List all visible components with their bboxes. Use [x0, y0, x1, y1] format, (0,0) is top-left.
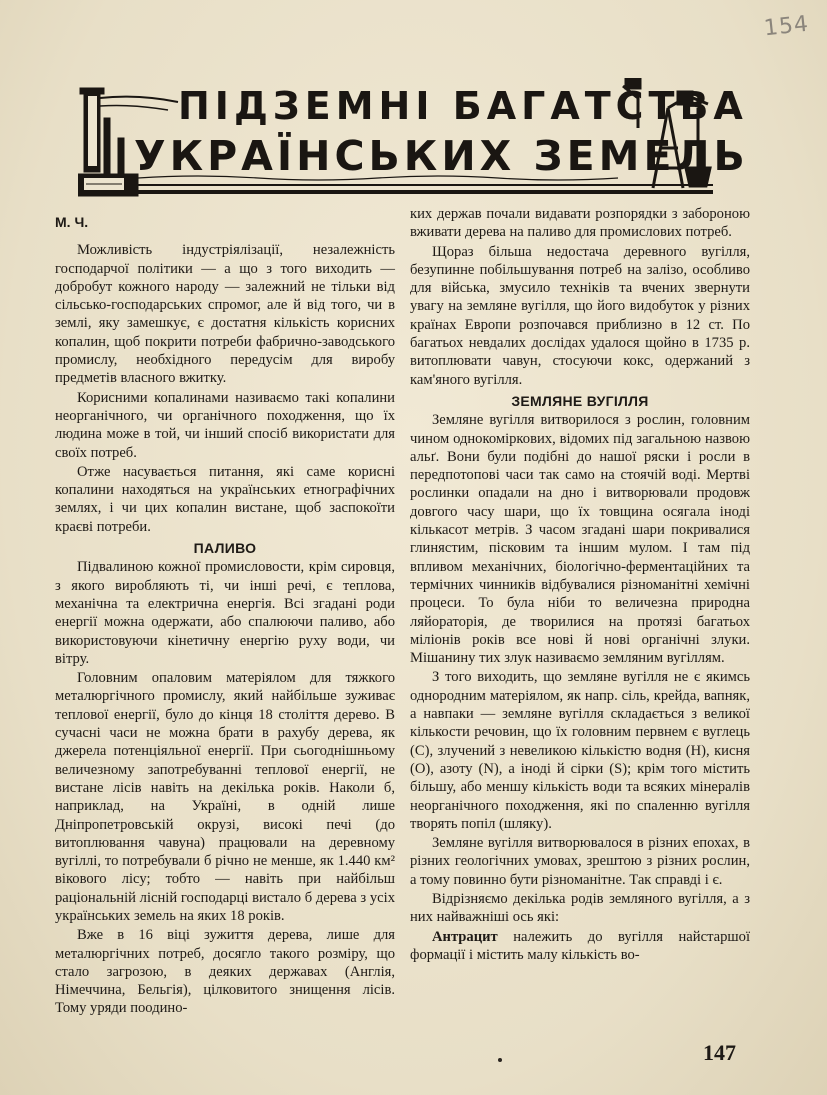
- title-header: [78, 78, 749, 198]
- ink-speck: [498, 1058, 502, 1062]
- paragraph: Підвалиною кожної промисловости, крім сировця, з якого виробляють ті, чи інші речі, є теплова, механічна та електрична енергія. Всі згадані роди енергії можна одержати, або спалюючи паливо, або використовуючи кінетичну енергію руху води, чи вітру.: [55, 559, 395, 667]
- paragraph-text: належить до вугілля найстаршої формації і містить малу кількість во-: [410, 928, 750, 963]
- paragraph: [410, 928, 750, 965]
- title-line-1: ПІДЗЕМНІ БАГАТСТВА: [178, 84, 748, 128]
- paragraph: Вже в 16 віці зужиття дерева, лише для металюргічних потреб, досягло такого розміру, що стало загрозою, в деяких державах (Англія, Німеччина, Бельгія), цілковитого знищення лісів. Тому уряди поодино-: [55, 927, 395, 1017]
- paragraph: ких держав почали видавати розпорядки з забороною вживати дерева на паливо для промислових потреб.: [410, 206, 750, 241]
- page-number: 147: [703, 1040, 736, 1065]
- paragraph: Відрізняємо декілька родів земляного вугілля, а з них найважніші ось які:: [410, 890, 750, 926]
- pencil-annotation: 154: [762, 11, 811, 42]
- author-initials: М. Ч.: [55, 214, 89, 230]
- section-heading-coal: ЗЕМЛЯНЕ ВУГІЛЛЯ: [511, 392, 649, 409]
- paragraph: Земляне вугілля витворилося з рослин, головним чином однокоміркових, відомих під загальною назвою альґ. Вони були подібні до нашої ряски і росли в передпотопові часи так само на стоячій воді. Мертві рослинки опадали на дно і витворювали продовж довгого часу шари, що їх товщина осягала іноді кількасот метрів. З часом згадані шари покривалися глинястим, пісковим та іншим мулом. І там під впливом механічних, біологічно-ферментаційних та термічних чинників відбувалися різноманітні хемічні процеси. То була ніби то величезна природна ляйораторія, де творилися на протязі багатьох міліонів років все нові й нові органічні злуки. Мішанину тих злук називаємо земляним вугіллям.: [410, 412, 750, 667]
- left-column: [55, 213, 395, 1018]
- paragraph: Головним опаловим матеріялом для тяжкого металюргічного промислу, який найбільше зуживає теплової енергії, було до кінця 18 століття дерево. В сучасні часи не можна брати в рахубу дерева, як джерела потенціяльної енергії. При сьогоднішньому величезному запотребуванні теплової енергії, не вистане лісів навіть на декілька років. Наколи б, наприклад, на Україні, в одній лише Дніпропетровській окрузі, високі печі (до витоплювання чавуна) працювали на деревному вугіллі, то потребували б річно не менше, як 1.440 км² вікового лісу; тобто — навіть при найбільш раціональній лісній господарці вистало б дерева з усіх українських земель на яких 18 років.: [55, 670, 395, 924]
- title-line-2: УКРАЇНСЬКИХ ЗЕМЕЛЬ: [134, 132, 749, 180]
- term-anthracite: Антрацит: [432, 928, 498, 945]
- paragraph: Щораз більша недостача деревного вугілля, безупинне побільшування потреб на залізо, особливо для війська, змусило техніків та вчених звернути увагу на земляне вугілля, що його видобуток у різних країнах Европи розпочався приблизно в 12 ст. По багатьох невдалих дослідах удалося щойно в 1735 р. витоплювати чавун, стосуючи кокс, одержаний з кам'яного вугілля.: [410, 243, 750, 388]
- paragraph: Корисними копалинами називаємо такі копалини неорганічного, чи органічного походження, що їх людина може в той, чи інший спосіб використати для своїх потреб.: [55, 389, 395, 461]
- paragraph: Земляне вугілля витворювалося в різних епохах, в різних геологічних умовах, зрештою з різних рослин, а тому повинно бути різноманітне. Так справді і є.: [410, 835, 750, 888]
- paragraph: З того виходить, що земляне вугілля не є якимсь однородним матеріялом, як напр. сіль, крейда, вапняк, а навпаки — земляне вугілля складається з великої кількости речовин, що їх головним первнем є вуглець (С), злучений з невеликою кількістю водня (Н), кисня (О), азоту (N), а іноді й сірки (S); крім того містить більшу, або меншу кількість води та всяких мінералів неорганічного походження, які по спаленню вугілля творять попіл (шляку).: [410, 669, 750, 832]
- paragraph: Отже насувається питання, які саме корисні копалини находяться на українських етнографічних землях, і чи цих копалин вистане, щоб заспокоїти краєві потреби.: [55, 463, 395, 535]
- paragraph: Можливість індустріялізації, незалежність господарчої політики — а що з того виходить — добробут кожного народу — залежний не тільки від сільсько-господарських спромог, але й від того, чи в землі, яку замешкує, є достатня кількість корисних копалин, щоб покрити потреби фабрично-заводського промислу, необхідного передусім для виробу предметів власного вжитку.: [55, 242, 395, 387]
- right-column: [410, 205, 750, 964]
- section-heading-fuel: ПАЛИВО: [193, 540, 257, 557]
